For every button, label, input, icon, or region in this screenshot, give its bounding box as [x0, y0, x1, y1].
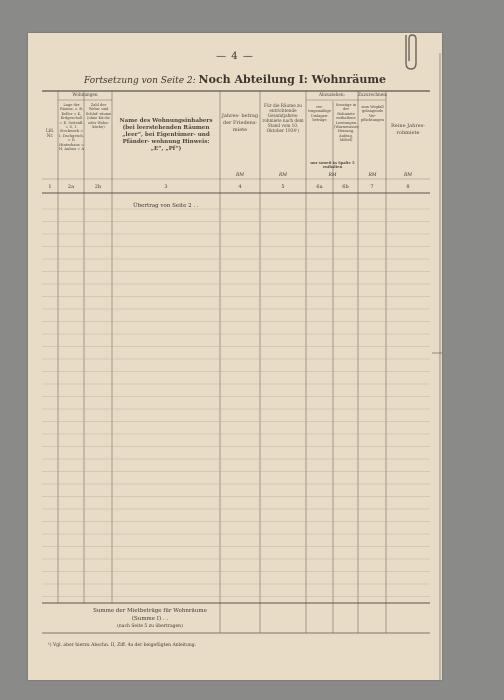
- unit-col-4: RM: [236, 173, 244, 178]
- unit-col-7: RM: [368, 173, 377, 178]
- footnote: ¹) Vgl. aber hierzu Abschn. II, Ziff. 4a der beigefügten Anleitung.: [48, 643, 197, 648]
- unit-col-5: RM: [279, 173, 287, 178]
- group-abzuziehen: Abzuziehen:: [319, 92, 345, 97]
- unit-col-6: RM: [328, 173, 337, 178]
- colnum-3: 3: [164, 184, 168, 190]
- heading-title: Noch Abteilung I: Wohnräume: [198, 73, 387, 86]
- col-6b-header: Sonstige in der Rohmiete enthaltene Leistungen (Warmwasser, Heizung, Aufzug, Möbel): [334, 103, 360, 143]
- colnum-6a: 6a: [316, 184, 323, 190]
- col-2a-header: Lage der Räume, z. B. Keller = K, Erdgeschoß = E, Seitenfl. = S, 1. Stockwerk = I, Dachgesch. = D, Hinterhaus = H, Anbau = A: [59, 103, 84, 152]
- col-3-header: Name des Wohnungsinhabers (bei leerstehenden Räumen „leer“, bei Eigentümer- und Pfänder- wohnung Hinweis: „E“, „Pf“): [119, 118, 213, 152]
- colnum-4: 4: [238, 184, 242, 190]
- col-8-header: Reine Jahres- rohmiete: [391, 123, 425, 136]
- summe-line-3: (nach Seite 5 zu übertragen): [117, 624, 183, 629]
- colnum-2b: 2b: [94, 184, 102, 190]
- col-5-header: Für die Räume zu entrichtende Gesamtjahres- rohmiete nach dem Stand vom 10. Oktober 1934¹): [262, 103, 304, 133]
- colnum-8: 8: [406, 184, 410, 190]
- form-sheet: [28, 33, 442, 680]
- page-number: — 4 —: [216, 51, 254, 62]
- group-wohnungen: Wohnungen: [72, 92, 98, 97]
- col-1-header: Lfd. Nr.: [45, 128, 55, 138]
- colnum-6b: 6b: [342, 184, 349, 190]
- colnum-7: 7: [370, 184, 374, 190]
- colnum-1: 1: [48, 184, 52, 190]
- abzug-note: nur soweit in Spalte 5 enthalten: [310, 161, 355, 170]
- col-7-header: zum Wegfall gelangende Ver- pflichtungen: [361, 105, 384, 123]
- heading-prefix: Fortsetzung von Seite 2:: [83, 76, 196, 86]
- unit-col-8: RM: [404, 173, 412, 178]
- colnum-2a: 2a: [67, 184, 75, 190]
- col-6a-header: ver- tragsmäßige Umlagen- beträge: [308, 105, 331, 123]
- summe-block: [70, 607, 230, 631]
- uebertrag-label: Übertrag von Seite 2 . .: [133, 203, 199, 209]
- col-4-header: Jahres- betrag der Friedens- miete: [221, 113, 259, 133]
- col-2b-header: Zahl der Wohn- und Schlaf- räume (ohne Küche oder Wohn- küche): [85, 103, 112, 130]
- summe-line-2: (Summe I) . .: [131, 616, 169, 622]
- summe-line-1: Summe der Mietbeträge für Wohnräume: [93, 608, 207, 614]
- colnum-5: 5: [281, 184, 285, 190]
- group-zuzurechnen: Zuzurechnen:: [358, 92, 388, 97]
